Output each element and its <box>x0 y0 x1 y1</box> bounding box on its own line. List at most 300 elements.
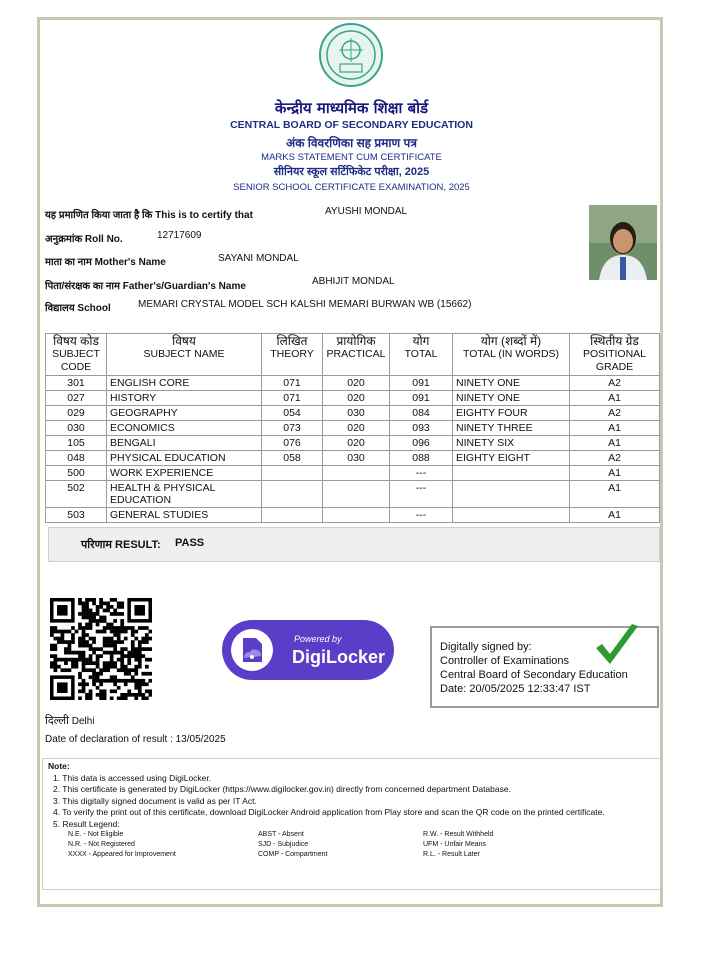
qr-module <box>127 679 131 683</box>
qr-module <box>68 651 72 655</box>
qr-module <box>68 630 72 634</box>
theory-cell <box>262 466 323 481</box>
qr-module <box>85 644 89 648</box>
roll-label: अनुक्रमांक Roll No. <box>45 234 123 245</box>
qr-module <box>110 605 114 609</box>
qr-module <box>82 654 86 658</box>
theory-cell: 071 <box>262 391 323 406</box>
qr-module <box>138 682 142 686</box>
check-mark-icon <box>592 622 642 670</box>
qr-module <box>89 647 93 651</box>
qr-module <box>138 661 142 665</box>
qr-module <box>54 668 58 672</box>
qr-module <box>57 640 61 644</box>
theory-cell <box>262 481 323 508</box>
note-item: 2. This certificate is generated by DigiLocker (https://www.digilocker.gov.in) directly from concerned department Database. <box>53 784 511 794</box>
qr-module <box>103 619 107 623</box>
qr-module <box>89 626 93 630</box>
qr-module <box>120 640 124 644</box>
qr-module <box>110 612 114 616</box>
qr-module <box>82 612 86 616</box>
qr-module <box>61 633 65 637</box>
subject-code-cell: 029 <box>46 406 107 421</box>
qr-module <box>110 654 114 658</box>
col-header-subject: विषय SUBJECT NAME <box>107 334 262 376</box>
qr-module <box>64 658 68 662</box>
note-item: 1. This data is accessed using DigiLocker. <box>53 772 212 783</box>
qr-module <box>96 647 100 651</box>
qr-module <box>99 619 103 623</box>
qr-module <box>117 679 121 683</box>
total-words-cell: EIGHTY EIGHT <box>453 451 570 466</box>
qr-module <box>89 661 93 665</box>
qr-module <box>113 633 117 637</box>
qr-module <box>138 647 142 651</box>
qr-module <box>78 654 82 658</box>
qr-module <box>113 661 117 665</box>
qr-module <box>106 679 110 683</box>
qr-module <box>68 658 72 662</box>
qr-module <box>124 654 128 658</box>
qr-module <box>89 668 93 672</box>
qr-module <box>124 665 128 669</box>
qr-module <box>75 661 79 665</box>
qr-module <box>82 626 86 630</box>
qr-module <box>89 693 93 697</box>
qr-module <box>89 637 93 641</box>
qr-module <box>82 640 86 644</box>
qr-module <box>61 637 65 641</box>
total-cell: 084 <box>390 406 453 421</box>
grade-cell: A1 <box>570 508 660 523</box>
qr-module <box>134 696 138 700</box>
qr-module <box>127 626 131 630</box>
qr-module <box>103 637 107 641</box>
total-words-cell: NINETY ONE <box>453 376 570 391</box>
qr-module <box>120 658 124 662</box>
qr-module <box>117 602 121 606</box>
qr-module <box>64 651 68 655</box>
qr-module <box>110 679 114 683</box>
digilocker-badge <box>222 620 394 680</box>
qr-module <box>120 654 124 658</box>
result-label: परिणाम RESULT: <box>81 539 161 551</box>
qr-module <box>131 630 135 634</box>
qr-module <box>127 689 131 693</box>
qr-module <box>134 654 138 658</box>
qr-module <box>110 598 114 602</box>
qr-module <box>127 661 131 665</box>
qr-module <box>106 661 110 665</box>
qr-module <box>145 637 149 641</box>
subject-code-cell: 301 <box>46 376 107 391</box>
table-row <box>46 391 660 406</box>
table-row <box>46 466 660 481</box>
qr-module <box>85 623 89 627</box>
qr-module <box>127 668 131 672</box>
qr-module <box>103 630 107 634</box>
cbse-logo-icon <box>318 22 384 88</box>
qr-module <box>92 602 96 606</box>
qr-module <box>103 689 107 693</box>
qr-module <box>131 644 135 648</box>
qr-module <box>134 668 138 672</box>
qr-module <box>138 665 142 669</box>
qr-module <box>54 637 58 641</box>
qr-module <box>103 640 107 644</box>
qr-module <box>78 658 82 662</box>
qr-module <box>110 658 114 662</box>
qr-module <box>71 640 75 644</box>
practical-cell: 030 <box>323 406 390 421</box>
qr-module <box>92 616 96 620</box>
qr-module <box>120 651 124 655</box>
col-header-practical: प्रायोगिक PRACTICAL <box>323 334 390 376</box>
qr-module <box>120 619 124 623</box>
qr-module <box>145 682 149 686</box>
qr-module <box>92 640 96 644</box>
qr-module <box>71 633 75 637</box>
qr-module <box>145 647 149 651</box>
qr-module <box>71 651 75 655</box>
grade-cell: A1 <box>570 466 660 481</box>
qr-module <box>85 696 89 700</box>
qr-module <box>124 672 128 676</box>
qr-module <box>71 658 75 662</box>
qr-module <box>113 626 117 630</box>
signature-line-2: Controller of Examinations <box>440 655 570 667</box>
qr-module <box>78 612 82 616</box>
qr-module <box>103 602 107 606</box>
subject-code-cell: 503 <box>46 508 107 523</box>
qr-module <box>82 686 86 690</box>
qr-module <box>124 647 128 651</box>
qr-module <box>96 675 100 679</box>
qr-module <box>134 686 138 690</box>
qr-module <box>106 623 110 627</box>
qr-module <box>141 682 145 686</box>
qr-module <box>82 668 86 672</box>
qr-module <box>71 665 75 669</box>
total-words-cell: EIGHTY FOUR <box>453 406 570 421</box>
qr-module <box>99 647 103 651</box>
qr-module <box>50 630 54 634</box>
qr-module <box>96 612 100 616</box>
qr-module <box>106 668 110 672</box>
qr-module <box>127 658 131 662</box>
qr-module <box>85 640 89 644</box>
qr-module <box>138 640 142 644</box>
qr-module <box>131 693 135 697</box>
marks-table <box>45 333 660 523</box>
qr-module <box>82 651 86 655</box>
qr-module <box>148 679 152 683</box>
qr-module <box>124 679 128 683</box>
qr-module <box>82 682 86 686</box>
qr-module <box>138 679 142 683</box>
subject-name-cell: ECONOMICS <box>107 421 262 436</box>
qr-module <box>117 686 121 690</box>
qr-module <box>110 665 114 669</box>
note-item: 5. Result Legend: <box>53 818 120 829</box>
qr-module <box>64 668 68 672</box>
qr-module <box>120 602 124 606</box>
qr-module <box>141 693 145 697</box>
qr-module <box>120 665 124 669</box>
qr-module <box>82 616 86 620</box>
qr-module <box>148 689 152 693</box>
qr-module <box>92 668 96 672</box>
subject-name-cell: ENGLISH CORE <box>107 376 262 391</box>
qr-module <box>85 658 89 662</box>
qr-module <box>54 661 58 665</box>
result-legend <box>68 830 655 860</box>
qr-module <box>113 665 117 669</box>
qr-module <box>145 672 149 676</box>
subject-name-cell: PHYSICAL EDUCATION <box>107 451 262 466</box>
qr-module <box>92 651 96 655</box>
qr-module <box>89 609 93 613</box>
qr-module <box>75 665 79 669</box>
legend-item: R.W. - Result Withheld <box>423 831 494 838</box>
qr-module <box>131 633 135 637</box>
qr-module <box>138 651 142 655</box>
qr-module <box>131 640 135 644</box>
total-cell: 091 <box>390 376 453 391</box>
qr-module <box>92 682 96 686</box>
qr-module <box>82 602 86 606</box>
qr-module <box>78 682 82 686</box>
qr-module <box>92 672 96 676</box>
qr-module <box>124 637 128 641</box>
exam-title-hindi: सीनियर स्कूल सर्टिफिकेट परीक्षा, 2025 <box>273 166 430 178</box>
total-words-cell <box>453 481 570 508</box>
total-cell: --- <box>390 481 453 508</box>
qr-module <box>113 689 117 693</box>
qr-module <box>138 626 142 630</box>
qr-module <box>64 630 68 634</box>
qr-module <box>85 609 89 613</box>
place <box>45 713 95 728</box>
qr-module <box>120 623 124 627</box>
qr-module <box>78 696 82 700</box>
qr-module <box>148 672 152 676</box>
roll-number: 12717609 <box>157 230 202 241</box>
practical-cell <box>323 508 390 523</box>
total-cell: 088 <box>390 451 453 466</box>
qr-module <box>92 675 96 679</box>
digilocker-logo-icon <box>230 628 274 672</box>
school-label: विद्यालय School <box>45 303 111 314</box>
qr-module <box>68 647 72 651</box>
theory-cell <box>262 508 323 523</box>
note-item: 3. This digitally signed document is valid as per IT Act. <box>53 795 257 806</box>
qr-module <box>82 630 86 634</box>
qr-module <box>103 668 107 672</box>
qr-module <box>131 679 135 683</box>
qr-module <box>61 640 65 644</box>
col-header-theory: लिखित THEORY <box>262 334 323 376</box>
qr-module <box>96 605 100 609</box>
declaration-date: Date of declaration of result : 13/05/2025 <box>45 734 226 745</box>
qr-module <box>110 651 114 655</box>
qr-module <box>85 602 89 606</box>
qr-module <box>50 644 54 648</box>
qr-module <box>64 647 68 651</box>
qr-module <box>113 679 117 683</box>
total-cell: --- <box>390 466 453 481</box>
qr-module <box>134 637 138 641</box>
qr-module <box>120 612 124 616</box>
qr-module <box>110 675 114 679</box>
qr-module <box>103 696 107 700</box>
qr-module <box>134 630 138 634</box>
total-words-cell <box>453 508 570 523</box>
qr-module <box>120 661 124 665</box>
qr-module <box>82 609 86 613</box>
qr-code[interactable] <box>50 598 152 700</box>
subject-name-cell: GENERAL STUDIES <box>107 508 262 523</box>
qr-module <box>138 689 142 693</box>
qr-module <box>99 682 103 686</box>
qr-module <box>145 689 149 693</box>
qr-module <box>99 679 103 683</box>
subject-name-cell: HEALTH & PHYSICAL EDUCATION <box>107 481 262 508</box>
qr-module <box>113 651 117 655</box>
qr-module <box>141 637 145 641</box>
qr-module <box>117 633 121 637</box>
qr-module <box>103 616 107 620</box>
practical-cell <box>323 466 390 481</box>
qr-module <box>106 665 110 669</box>
qr-module <box>92 619 96 623</box>
subject-name-cell: GEOGRAPHY <box>107 406 262 421</box>
qr-module <box>117 612 121 616</box>
qr-module <box>113 630 117 634</box>
certificate-title-hindi: अंक विवरणिका सह प्रमाण पत्र <box>286 136 417 150</box>
qr-module <box>54 647 58 651</box>
practical-cell: 020 <box>323 391 390 406</box>
qr-module <box>85 682 89 686</box>
qr-module <box>103 661 107 665</box>
qr-module <box>96 658 100 662</box>
qr-module <box>145 640 149 644</box>
qr-module <box>50 626 54 630</box>
student-photo <box>589 205 657 280</box>
result-value: PASS <box>175 537 205 549</box>
qr-module <box>99 598 103 602</box>
qr-module <box>141 647 145 651</box>
qr-module <box>99 654 103 658</box>
grade-cell: A1 <box>570 391 660 406</box>
theory-cell: 076 <box>262 436 323 451</box>
qr-finder <box>57 605 68 616</box>
digilocker-brand: DigiLocker <box>292 647 386 667</box>
powered-by-text: Powered by <box>294 634 342 644</box>
table-row <box>46 436 660 451</box>
qr-module <box>113 619 117 623</box>
qr-module <box>103 679 107 683</box>
qr-module <box>99 693 103 697</box>
grade-cell: A1 <box>570 421 660 436</box>
table-row <box>46 508 660 523</box>
qr-module <box>75 658 79 662</box>
table-header-row <box>46 334 660 376</box>
qr-module <box>113 644 117 648</box>
qr-module <box>134 651 138 655</box>
qr-module <box>85 626 89 630</box>
theory-cell: 073 <box>262 421 323 436</box>
grade-cell: A1 <box>570 436 660 451</box>
qr-module <box>134 658 138 662</box>
qr-module <box>54 665 58 669</box>
qr-module <box>131 647 135 651</box>
legend-item: N.E. - Not Eligible <box>68 831 124 838</box>
total-words-cell: NINETY SIX <box>453 436 570 451</box>
grade-cell: A1 <box>570 481 660 508</box>
signature-line-3: Central Board of Secondary Education <box>440 669 628 681</box>
qr-module <box>57 658 61 662</box>
qr-module <box>134 682 138 686</box>
subject-code-cell: 027 <box>46 391 107 406</box>
qr-finder <box>134 605 145 616</box>
qr-module <box>113 612 117 616</box>
qr-module <box>110 661 114 665</box>
signature-line-4: Date: 20/05/2025 12:33:47 IST <box>440 683 591 695</box>
qr-module <box>54 626 58 630</box>
qr-module <box>85 668 89 672</box>
practical-cell: 020 <box>323 421 390 436</box>
qr-module <box>138 654 142 658</box>
qr-module <box>131 654 135 658</box>
qr-module <box>92 661 96 665</box>
qr-module <box>99 696 103 700</box>
legend-item: XXXX - Appeared for Improvement <box>68 851 176 858</box>
qr-module <box>85 612 89 616</box>
qr-module <box>57 665 61 669</box>
qr-module <box>124 696 128 700</box>
qr-module <box>120 668 124 672</box>
qr-module <box>82 637 86 641</box>
qr-module <box>71 637 75 641</box>
total-cell: 096 <box>390 436 453 451</box>
qr-module <box>99 630 103 634</box>
subject-code-cell: 030 <box>46 421 107 436</box>
qr-module <box>89 675 93 679</box>
qr-module <box>99 668 103 672</box>
qr-module <box>134 693 138 697</box>
qr-module <box>110 696 114 700</box>
qr-module <box>85 633 89 637</box>
qr-module <box>96 672 100 676</box>
qr-module <box>99 605 103 609</box>
qr-module <box>148 693 152 697</box>
qr-module <box>82 689 86 693</box>
qr-module <box>145 626 149 630</box>
qr-module <box>78 598 82 602</box>
qr-module <box>92 637 96 641</box>
qr-module <box>106 644 110 648</box>
qr-module <box>110 623 114 627</box>
qr-module <box>89 612 93 616</box>
qr-module <box>148 658 152 662</box>
practical-cell: 020 <box>323 436 390 451</box>
board-name-hindi: केन्द्रीय माध्यमिक शिक्षा बोर्ड <box>274 99 429 117</box>
qr-module <box>85 605 89 609</box>
qr-module <box>124 668 128 672</box>
qr-module <box>127 651 131 655</box>
qr-module <box>89 654 93 658</box>
